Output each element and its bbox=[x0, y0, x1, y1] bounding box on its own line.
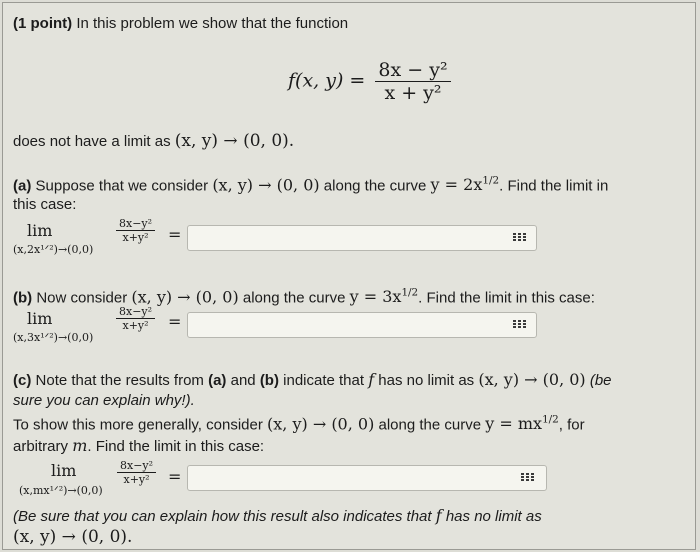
grid-keypad-icon[interactable] bbox=[513, 320, 526, 329]
part-c-curve-base: y = mx bbox=[485, 414, 543, 434]
function-lhs: f(x, y) = bbox=[288, 69, 366, 92]
part-c-lim: lim bbox=[51, 461, 77, 480]
part-a-label: (a) bbox=[13, 177, 32, 195]
part-b-question bbox=[13, 287, 595, 306]
part-c-ref-a: (a) bbox=[208, 372, 227, 389]
part-c-limit-word bbox=[51, 461, 76, 481]
part-c-text-5: (be bbox=[589, 372, 612, 389]
part-a-approach: (x, y) → (0, 0) bbox=[212, 175, 320, 195]
no-limit-text: does not have a limit as bbox=[13, 133, 171, 150]
part-c-f: f bbox=[368, 370, 375, 389]
part-b-limit-subscript: (x,3x¹ᐟ²)→(0,0) bbox=[13, 331, 94, 344]
part-c-text: Note that the results from bbox=[35, 372, 204, 389]
point-label: (1 point) bbox=[13, 15, 73, 32]
part-b-frac-den: x+y² bbox=[116, 318, 155, 332]
part-c-question-line1 bbox=[13, 370, 612, 389]
part-a-text-2: along the curve bbox=[323, 177, 427, 195]
function-numerator: 8x − y² bbox=[378, 59, 448, 81]
part-c-text-9: , for bbox=[558, 416, 585, 434]
part-a-text: Suppose that we consider bbox=[35, 177, 209, 195]
part-c-note-text: (Be sure that you can explain how this result also indicates that bbox=[13, 508, 432, 525]
no-limit-line bbox=[13, 131, 294, 151]
part-b-text-2: along the curve bbox=[242, 289, 346, 307]
intro-line bbox=[13, 15, 348, 32]
part-c-question-line2: sure you can explain why!). bbox=[13, 392, 195, 409]
part-b-frac-num: 8x−y² bbox=[119, 305, 153, 318]
function-denominator: x + y² bbox=[375, 81, 450, 104]
part-c-note-f: f bbox=[435, 506, 442, 525]
part-b-lim: lim bbox=[27, 309, 53, 328]
part-c-answer-input[interactable] bbox=[187, 465, 547, 491]
grid-keypad-icon[interactable] bbox=[513, 233, 526, 242]
problem-panel bbox=[2, 2, 696, 550]
part-c-text-7: To show this more generally, consider bbox=[13, 416, 263, 434]
part-c-question-line4 bbox=[13, 436, 264, 455]
part-c-m: m bbox=[72, 436, 88, 455]
part-a-text-3: . Find the limit in bbox=[499, 177, 609, 195]
part-c-frac-num: 8x−y² bbox=[120, 459, 154, 472]
part-b-label: (b) bbox=[13, 289, 33, 307]
part-c-note-text-2: has no limit as bbox=[445, 508, 542, 525]
grid-keypad-icon[interactable] bbox=[521, 473, 534, 482]
part-c-text-2: and bbox=[230, 372, 256, 389]
part-c-equals: = bbox=[168, 467, 182, 486]
part-c-text-3: indicate that bbox=[283, 372, 365, 389]
part-a-equals: = bbox=[168, 225, 182, 244]
part-b-approach: (x, y) → (0, 0) bbox=[131, 287, 239, 307]
part-c-approach-2: (x, y) → (0, 0) bbox=[267, 414, 375, 434]
part-c-ref-b: (b) bbox=[259, 372, 279, 389]
part-c-text-8: along the curve bbox=[378, 416, 482, 434]
part-c-note-line1 bbox=[13, 506, 542, 525]
part-c-frac-den: x+y² bbox=[117, 472, 156, 486]
part-c-limit-fraction bbox=[117, 459, 156, 486]
part-c-text-11: . Find the limit in this case: bbox=[87, 438, 265, 455]
part-c-question-line3 bbox=[13, 414, 585, 433]
part-a-answer-input[interactable] bbox=[187, 225, 537, 251]
part-b-text: Now consider bbox=[36, 289, 128, 307]
part-b-curve bbox=[350, 287, 419, 306]
part-b-curve-exponent: 1/2 bbox=[401, 287, 419, 299]
part-a-lim: lim bbox=[27, 221, 53, 240]
part-b-limit-word bbox=[27, 309, 52, 329]
function-fraction bbox=[375, 59, 450, 104]
part-a-frac-den: x+y² bbox=[116, 230, 155, 244]
part-b-limit-fraction bbox=[116, 305, 155, 332]
part-c-curve-exponent: 1/2 bbox=[542, 414, 559, 426]
function-definition bbox=[288, 59, 451, 104]
no-limit-math: (x, y) → (0, 0). bbox=[174, 131, 295, 151]
part-a-limit-word bbox=[27, 221, 52, 241]
part-b-answer-input[interactable] bbox=[187, 312, 537, 338]
part-a-limit-subscript: (x,2x¹ᐟ²)→(0,0) bbox=[13, 243, 94, 256]
part-a-question bbox=[13, 175, 608, 194]
part-c-limit-subscript: (x,mx¹ᐟ²)→(0,0) bbox=[19, 484, 103, 497]
part-a-curve-base: y = 2x bbox=[430, 175, 483, 195]
part-c-note-line2: (x, y) → (0, 0). bbox=[13, 527, 133, 547]
part-c-approach: (x, y) → (0, 0) bbox=[478, 370, 586, 389]
intro-text: In this problem we show that the function bbox=[76, 15, 349, 32]
part-a-question-cont: this case: bbox=[13, 196, 77, 213]
part-a-curve bbox=[431, 175, 500, 194]
part-a-curve-exponent: 1/2 bbox=[482, 175, 500, 187]
part-a-limit-fraction bbox=[116, 217, 155, 244]
part-c-text-10: arbitrary bbox=[13, 438, 69, 455]
part-c-curve bbox=[485, 414, 559, 433]
part-c-text-4: has no limit as bbox=[378, 372, 475, 389]
part-b-curve-base: y = 3x bbox=[349, 287, 402, 307]
part-a-frac-num: 8x−y² bbox=[119, 217, 153, 230]
part-b-text-3: . Find the limit in this case: bbox=[418, 289, 595, 307]
part-c-label: (c) bbox=[13, 372, 32, 389]
part-b-equals: = bbox=[168, 312, 182, 331]
